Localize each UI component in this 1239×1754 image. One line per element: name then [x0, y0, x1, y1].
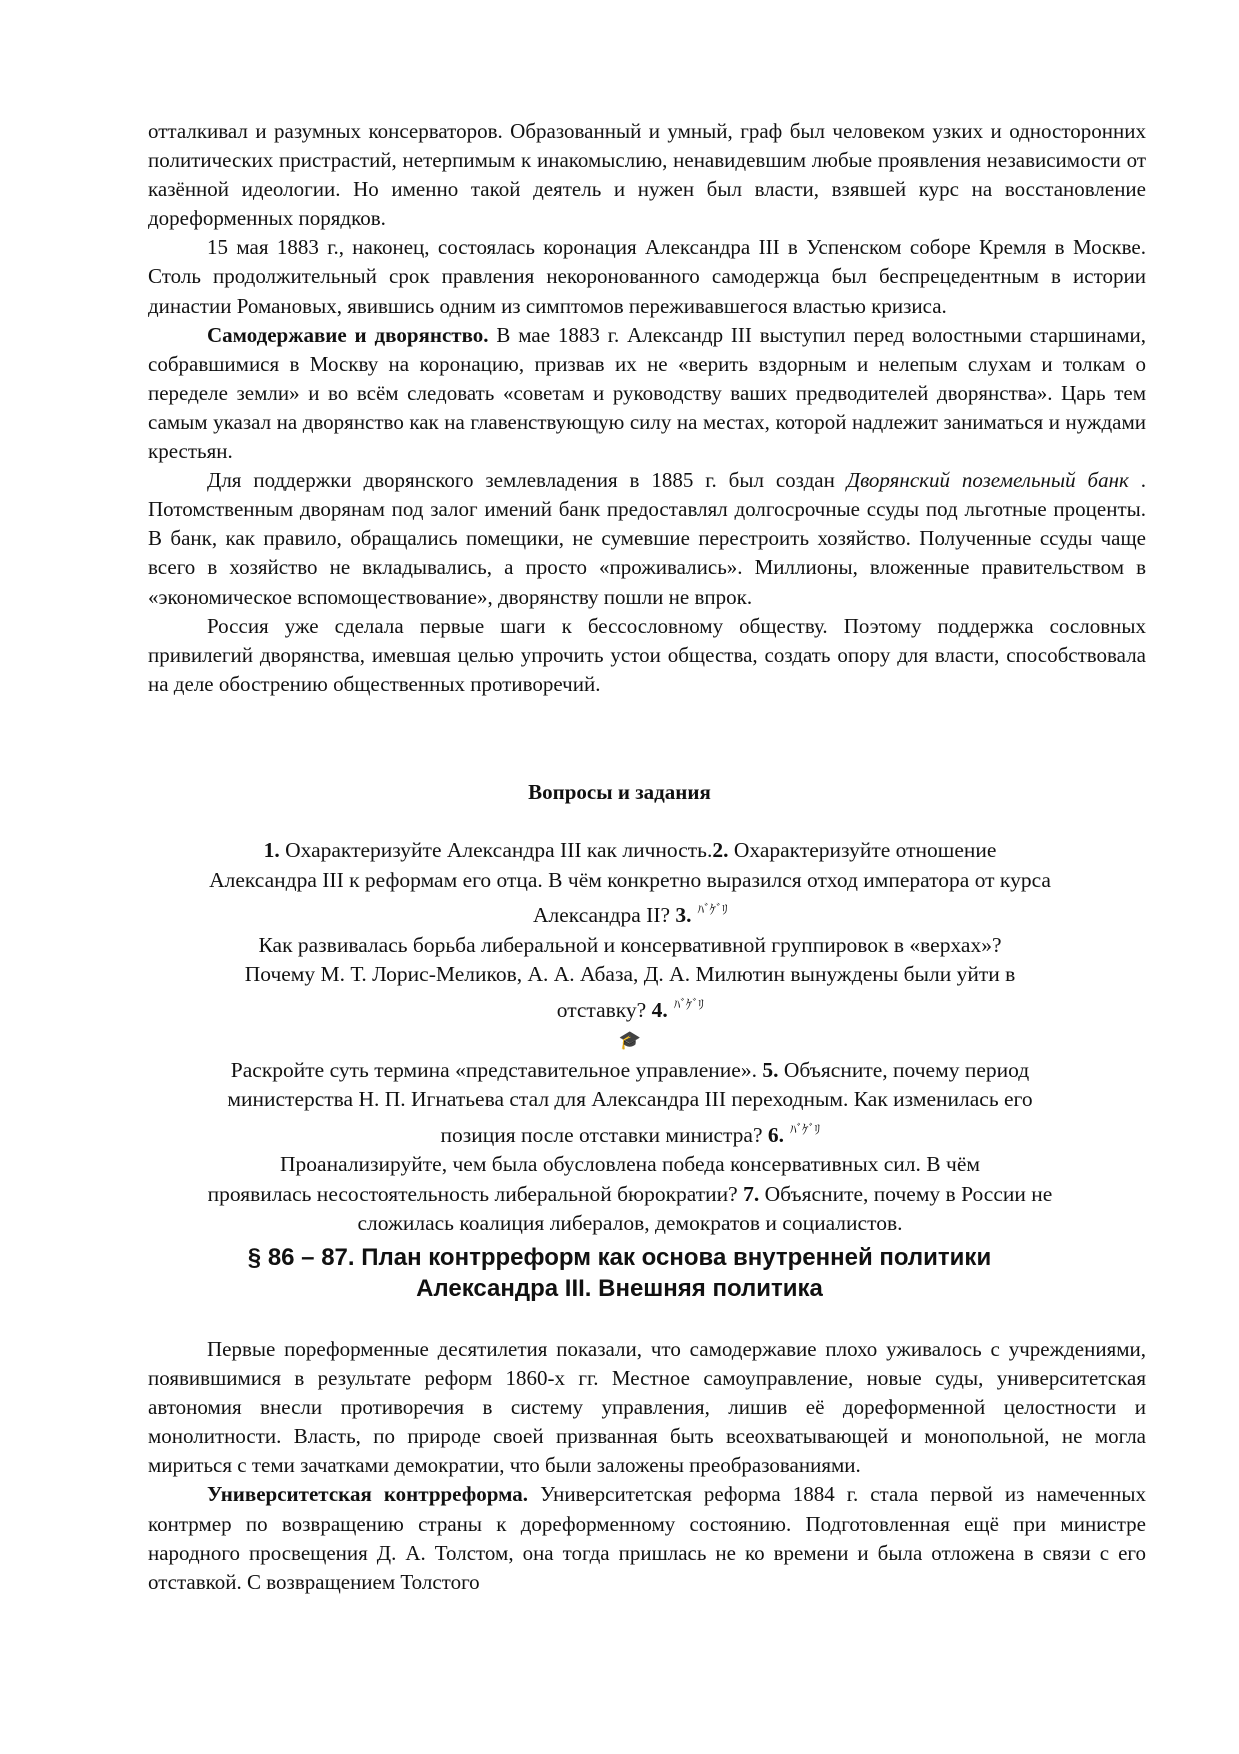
question-line — [130, 1085, 1130, 1115]
paragraph-4: Для поддержки дворянского землевладения в 1885 г. был создан Дворянский поземельный банк . Потомственным дворянам под залог имений банк предоставлял долгосрочные ссуды под льготные проценты. В банк, как правило, обращались помещики, не сумевшие перестроить хозяйство. Полученные ссуды чаще всего в хозяйство не вкладывались, а просто «проживались». Миллионы, вложенные правительством в «экономическое вспомоществование», дворянству пошли не впрок. — [148, 468, 1146, 609]
paragraph-7: Университетская контрреформа. Университетская реформа 1884 г. стала первой из намеченных контрмер по возвращению страны к дореформенному состоянию. Подготовленная ещё при министре народного просвещения Д. А. Толстом, она тогда пришлась не ко времени и была отложена в связи с его отставкой. С возвращением Толстого — [148, 1482, 1146, 1594]
question-text: Объясните, почему в России не — [759, 1181, 1053, 1206]
paragraph-3: Самодержавие и дворянство. В мае 1883 г. Александр III выступил перед волостными старшинами, собравшимися в Москву на коронацию, призвав их не «верить вздорным и нелепым слухам и толкам о переделе земли» и во всём следовать «советам и руководству ваших предводителей дворянства». Царь тем самым указал на дворянство как на главенствующую силу на местах, которой надлежит заниматься и нуждами крестьян. — [148, 322, 1147, 464]
question-line — [130, 1180, 1130, 1210]
question-line — [130, 1150, 1130, 1180]
question-text: отставку? — [556, 997, 652, 1022]
question-text: проявилась несостоятельность либеральной бюрократии? — [207, 1181, 744, 1206]
questions-block — [130, 836, 1130, 1239]
question-number: 1. — [263, 838, 280, 862]
question-number: 7. — [743, 1181, 760, 1206]
paragraph-1: отталкивал и разумных консерваторов. Образованный и умный, граф был человеком узких и односторонних политических пристрастий, нетерпимым к инакомыслию, ненавидевшим любые проявления независимости от казённой идеологии. Но именно такой деятель и нужен был власти, взявшей курс на восстановление дореформенных порядков. — [148, 119, 1146, 231]
question-number: 6. — [767, 1122, 785, 1147]
graduation-cap-icon: 🎓 — [618, 1030, 642, 1051]
subheading-autocracy-nobility: Самодержавие и дворянство. — [207, 322, 489, 347]
question-text: Объясните, почему период — [778, 1057, 1030, 1082]
question-text: Александра II? — [532, 903, 676, 928]
question-line — [130, 1115, 1130, 1151]
question-number: 5. — [762, 1057, 779, 1082]
question-text: Охарактеризуйте Александра III как личность. — [279, 838, 713, 862]
paragraph-5: Россия уже сделала первые шаги к бессословному обществу. Поэтому поддержка сословных привилегий дворянства, имевшая целью упрочить устои общества, создать опору для власти, способствовала на деле обострению общественных противоречий. — [148, 613, 1146, 696]
question-text: Проанализируйте, чем была обусловлена победа консервативных сил. В чём — [280, 1152, 980, 1177]
question-number: 2. — [712, 838, 729, 862]
document-link-icon: ﾊﾞｹﾞﾘ — [697, 902, 728, 917]
question-line — [130, 960, 1130, 990]
bottom-text-block — [148, 1335, 1146, 1597]
questions-heading: Вопросы и задания — [528, 780, 711, 804]
question-text: министерства Н. П. Игнатьева стал для Александра III переходным. Как изменилась его — [227, 1087, 1033, 1112]
question-line — [130, 931, 1130, 961]
paragraph-2: 15 мая 1883 г., наконец, состоялась коронация Александра III в Успенском соборе Кремля в Москве. Столь продолжительный срок правления некоронованного самодержца был беспрецедентным в истории династии Романовых, явившись одним из симптомов переживавшегося властью кризиса. — [148, 235, 1146, 318]
question-text: Почему М. Т. Лорис-Меликов, А. А. Абаза, Д. А. Милютин вынуждены были уйти в — [244, 962, 1016, 987]
question-line — [130, 895, 1130, 931]
top-text-block — [148, 117, 1146, 699]
question-text: позиция после отставки министра? — [440, 1122, 768, 1147]
document-link-icon: ﾊﾞｹﾞﾘ — [673, 996, 704, 1012]
question-line — [130, 990, 1130, 1026]
question-number: 3. — [675, 903, 692, 928]
paragraph-6: Первые пореформенные десятилетия показали, что самодержавие плохо уживалось с учреждениями, появившимися в результате реформ 1860-х гг. Местное самоуправление, новые суды, университетская автономия внесли противоречия в систему управления, лишив её дореформенной целостности и монолитности. Власть, по природе своей призванная быть всеохватывающей и монопольной, не могла мириться с теми зачатками демократии, что были заложены преобразованиями. — [148, 1337, 1146, 1478]
question-line — [130, 836, 1130, 866]
question-text: Охарактеризуйте отношение — [728, 838, 997, 862]
subheading-university-counterreform: Университетская контрреформа. — [207, 1482, 529, 1507]
question-line — [130, 1025, 1130, 1056]
noble-land-bank-term: Дворянский поземельный банк — [846, 468, 1129, 493]
document-link-icon: ﾊﾞｹﾞﾘ — [790, 1121, 820, 1137]
question-number: 4. — [651, 997, 668, 1022]
question-text: Раскройте суть термина «представительное управление». — [230, 1057, 763, 1082]
question-text: Александра III к реформам его отца. В чём конкретно выразился отход императора от курса — [209, 867, 1051, 892]
question-text: сложилась коалиция либералов, демократов и социалистов. — [357, 1211, 903, 1236]
question-line — [130, 1056, 1130, 1086]
section-title: § 86 – 87. План контрреформ как основа внутренней политики Александра III. Внешняя политика — [247, 1244, 992, 1302]
question-text: Как развивалась борьба либеральной и консервативной группировок в «верхах»? — [258, 932, 1002, 957]
question-line — [130, 1209, 1130, 1239]
question-line — [130, 866, 1130, 896]
